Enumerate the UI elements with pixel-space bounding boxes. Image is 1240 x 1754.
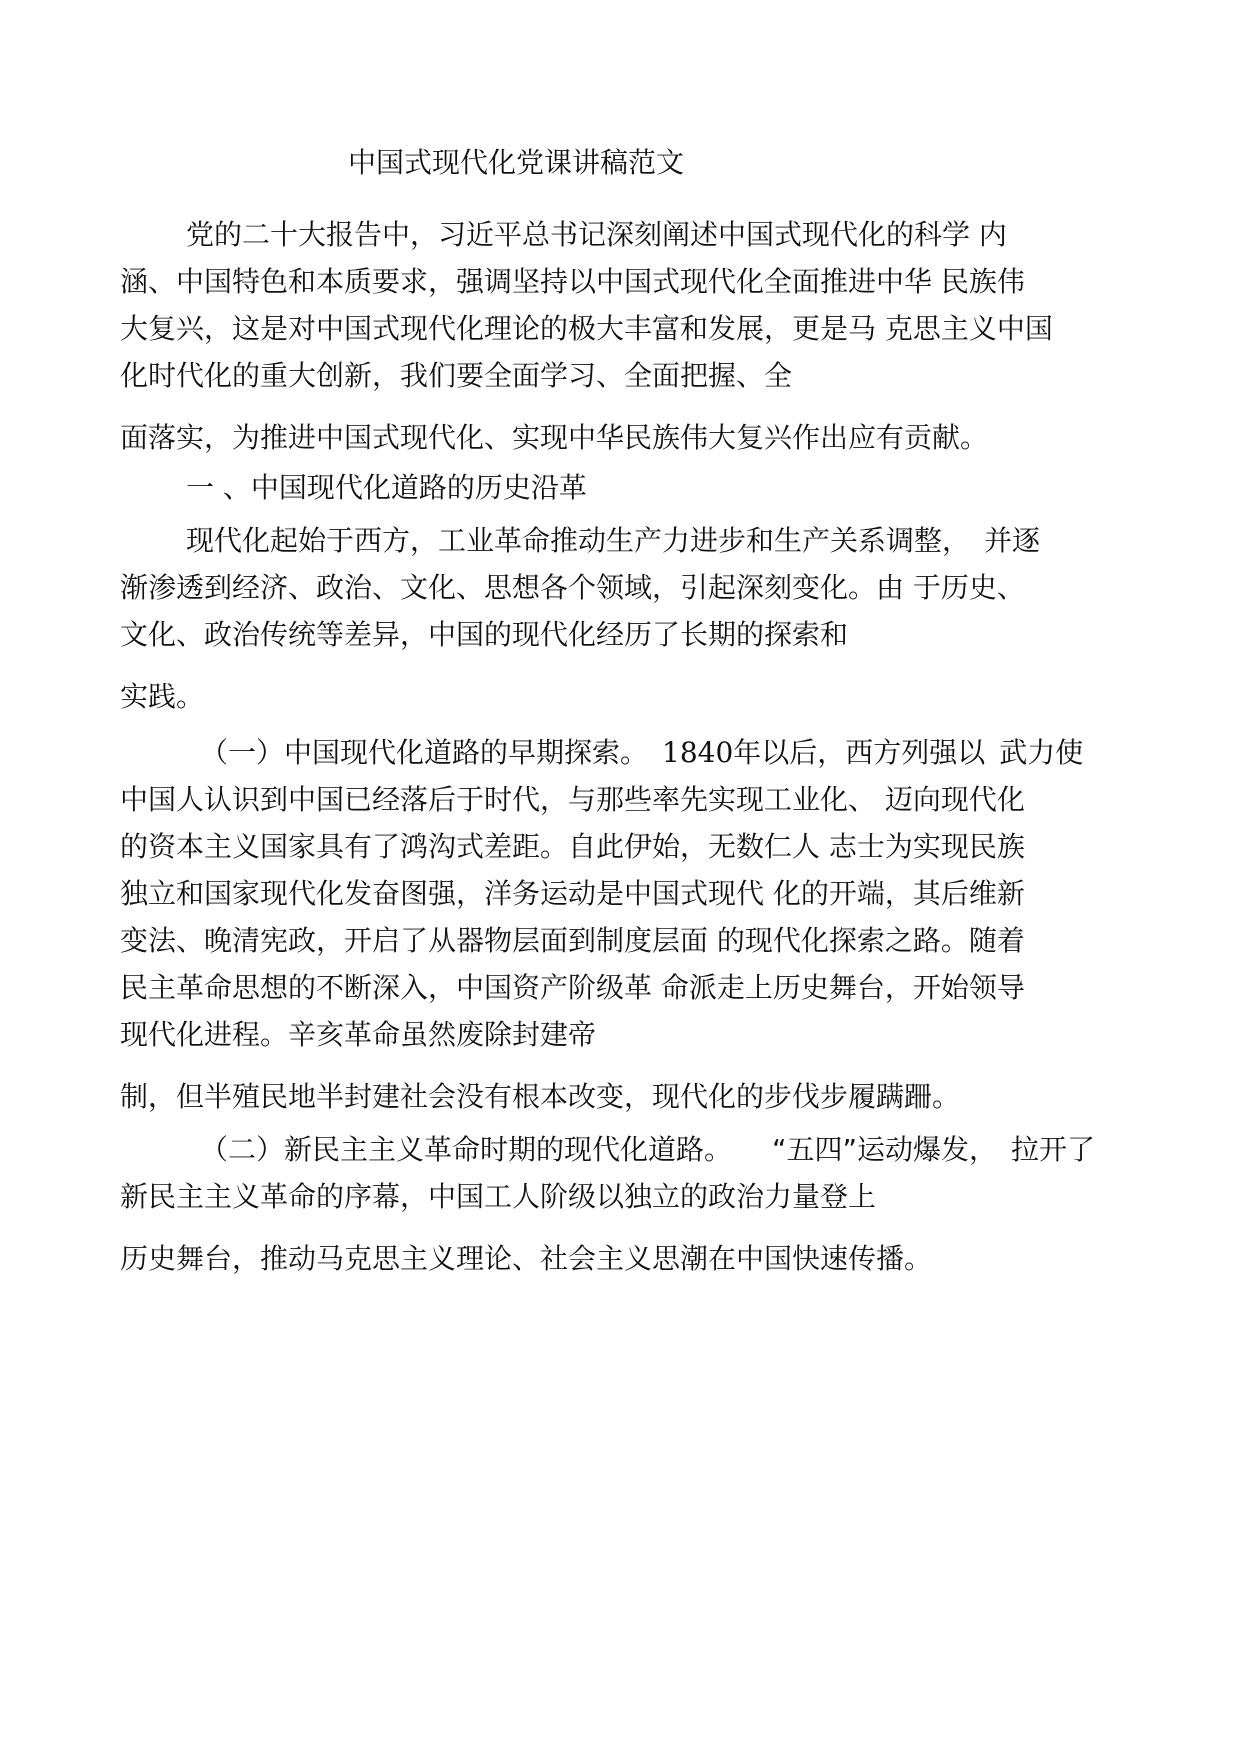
paragraph-3-line-1 [200, 735, 1083, 771]
subsection-2-label: （二）新民主主义革命时期的现代化道路。 [200, 1133, 733, 1166]
paragraph-3-line-8: 制，但半殖民地半封建社会没有根本改变，现代化的步伐步履蹒跚。 [120, 1080, 961, 1113]
paragraph-4-line-2: 新民主主义革命的序幕，中国工人阶级以独立的政治力量登上 [120, 1180, 877, 1213]
subsection-1-label: （一）中国现代化道路的早期探索。 [200, 736, 649, 769]
paragraph-3-line-1-end: 武力使 [999, 736, 1084, 769]
paragraph-2-line-2: 渐渗透到经济、政治、文化、思想各个领域，引起深刻变化。由 于历史、 [120, 571, 1025, 604]
paragraph-2-line-4: 实践。 [120, 680, 205, 713]
paragraph-3-line-1-text: 年以后，西方列强以 [733, 736, 986, 769]
intro-line-1: 党的二十大报告中，习近平总书记深刻阐述中国式现代化的科学 内 [186, 218, 1007, 251]
section-heading: 一 、中国现代化道路的历史沿革 [186, 471, 587, 504]
year-number: 1840 [662, 736, 734, 769]
paragraph-4-line-1 [200, 1132, 1095, 1168]
paragraph-4-line-1-end: 拉开了 [1011, 1133, 1096, 1166]
paragraph-3-line-2: 中国人认识到中国已经落后于时代，与那些率先实现工业化、 迈向现代化 [120, 783, 1025, 816]
document-title: 中国式现代化党课讲稿范文 [348, 146, 685, 179]
intro-line-4: 化时代化的重大创新，我们要全面学习、全面把握、全 [120, 359, 793, 392]
paragraph-3-line-6: 民主革命思想的不断深入，中国资产阶级革 命派走上历史舞台，开始领导 [120, 971, 1025, 1004]
intro-line-5: 面落实，为推进中国式现代化、实现中华民族伟大复兴作出应有贡献。 [120, 421, 989, 454]
intro-line-2: 涵、中国特色和本质要求，强调坚持以中国式现代化全面推进中华 民族伟 [120, 265, 1025, 298]
paragraph-2-line-1 [186, 523, 1040, 559]
paragraph-3-line-5: 变法、晚清宪政，开启了从器物层面到制度层面 的现代化探索之路。随着 [120, 924, 1025, 957]
paragraph-4-line-3: 历史舞台，推动马克思主义理论、社会主义思潮在中国快速传播。 [120, 1242, 933, 1275]
paragraph-2-line-1-text: 现代化起始于西方，工业革命推动生产力进步和生产关系调整， [186, 524, 971, 557]
paragraph-3-line-7: 现代化进程。辛亥革命虽然废除封建帝 [120, 1018, 597, 1051]
paragraph-2-line-1-end: 并逐 [984, 524, 1041, 557]
paragraph-4-line-1-text: “五四”运动爆发， [772, 1133, 998, 1166]
paragraph-2-line-3: 文化、政治传统等差异，中国的现代化经历了长期的探索和 [120, 618, 849, 651]
paragraph-3-line-4: 独立和国家现代化发奋图强，洋务运动是中国式现代 化的开端，其后维新 [120, 877, 1025, 910]
paragraph-3-line-3: 的资本主义国家具有了鸿沟式差距。自此伊始，无数仁人 志士为实现民族 [120, 830, 1025, 863]
intro-line-3: 大复兴，这是对中国式现代化理论的极大丰富和发展，更是马 克思主义中国 [120, 312, 1053, 345]
